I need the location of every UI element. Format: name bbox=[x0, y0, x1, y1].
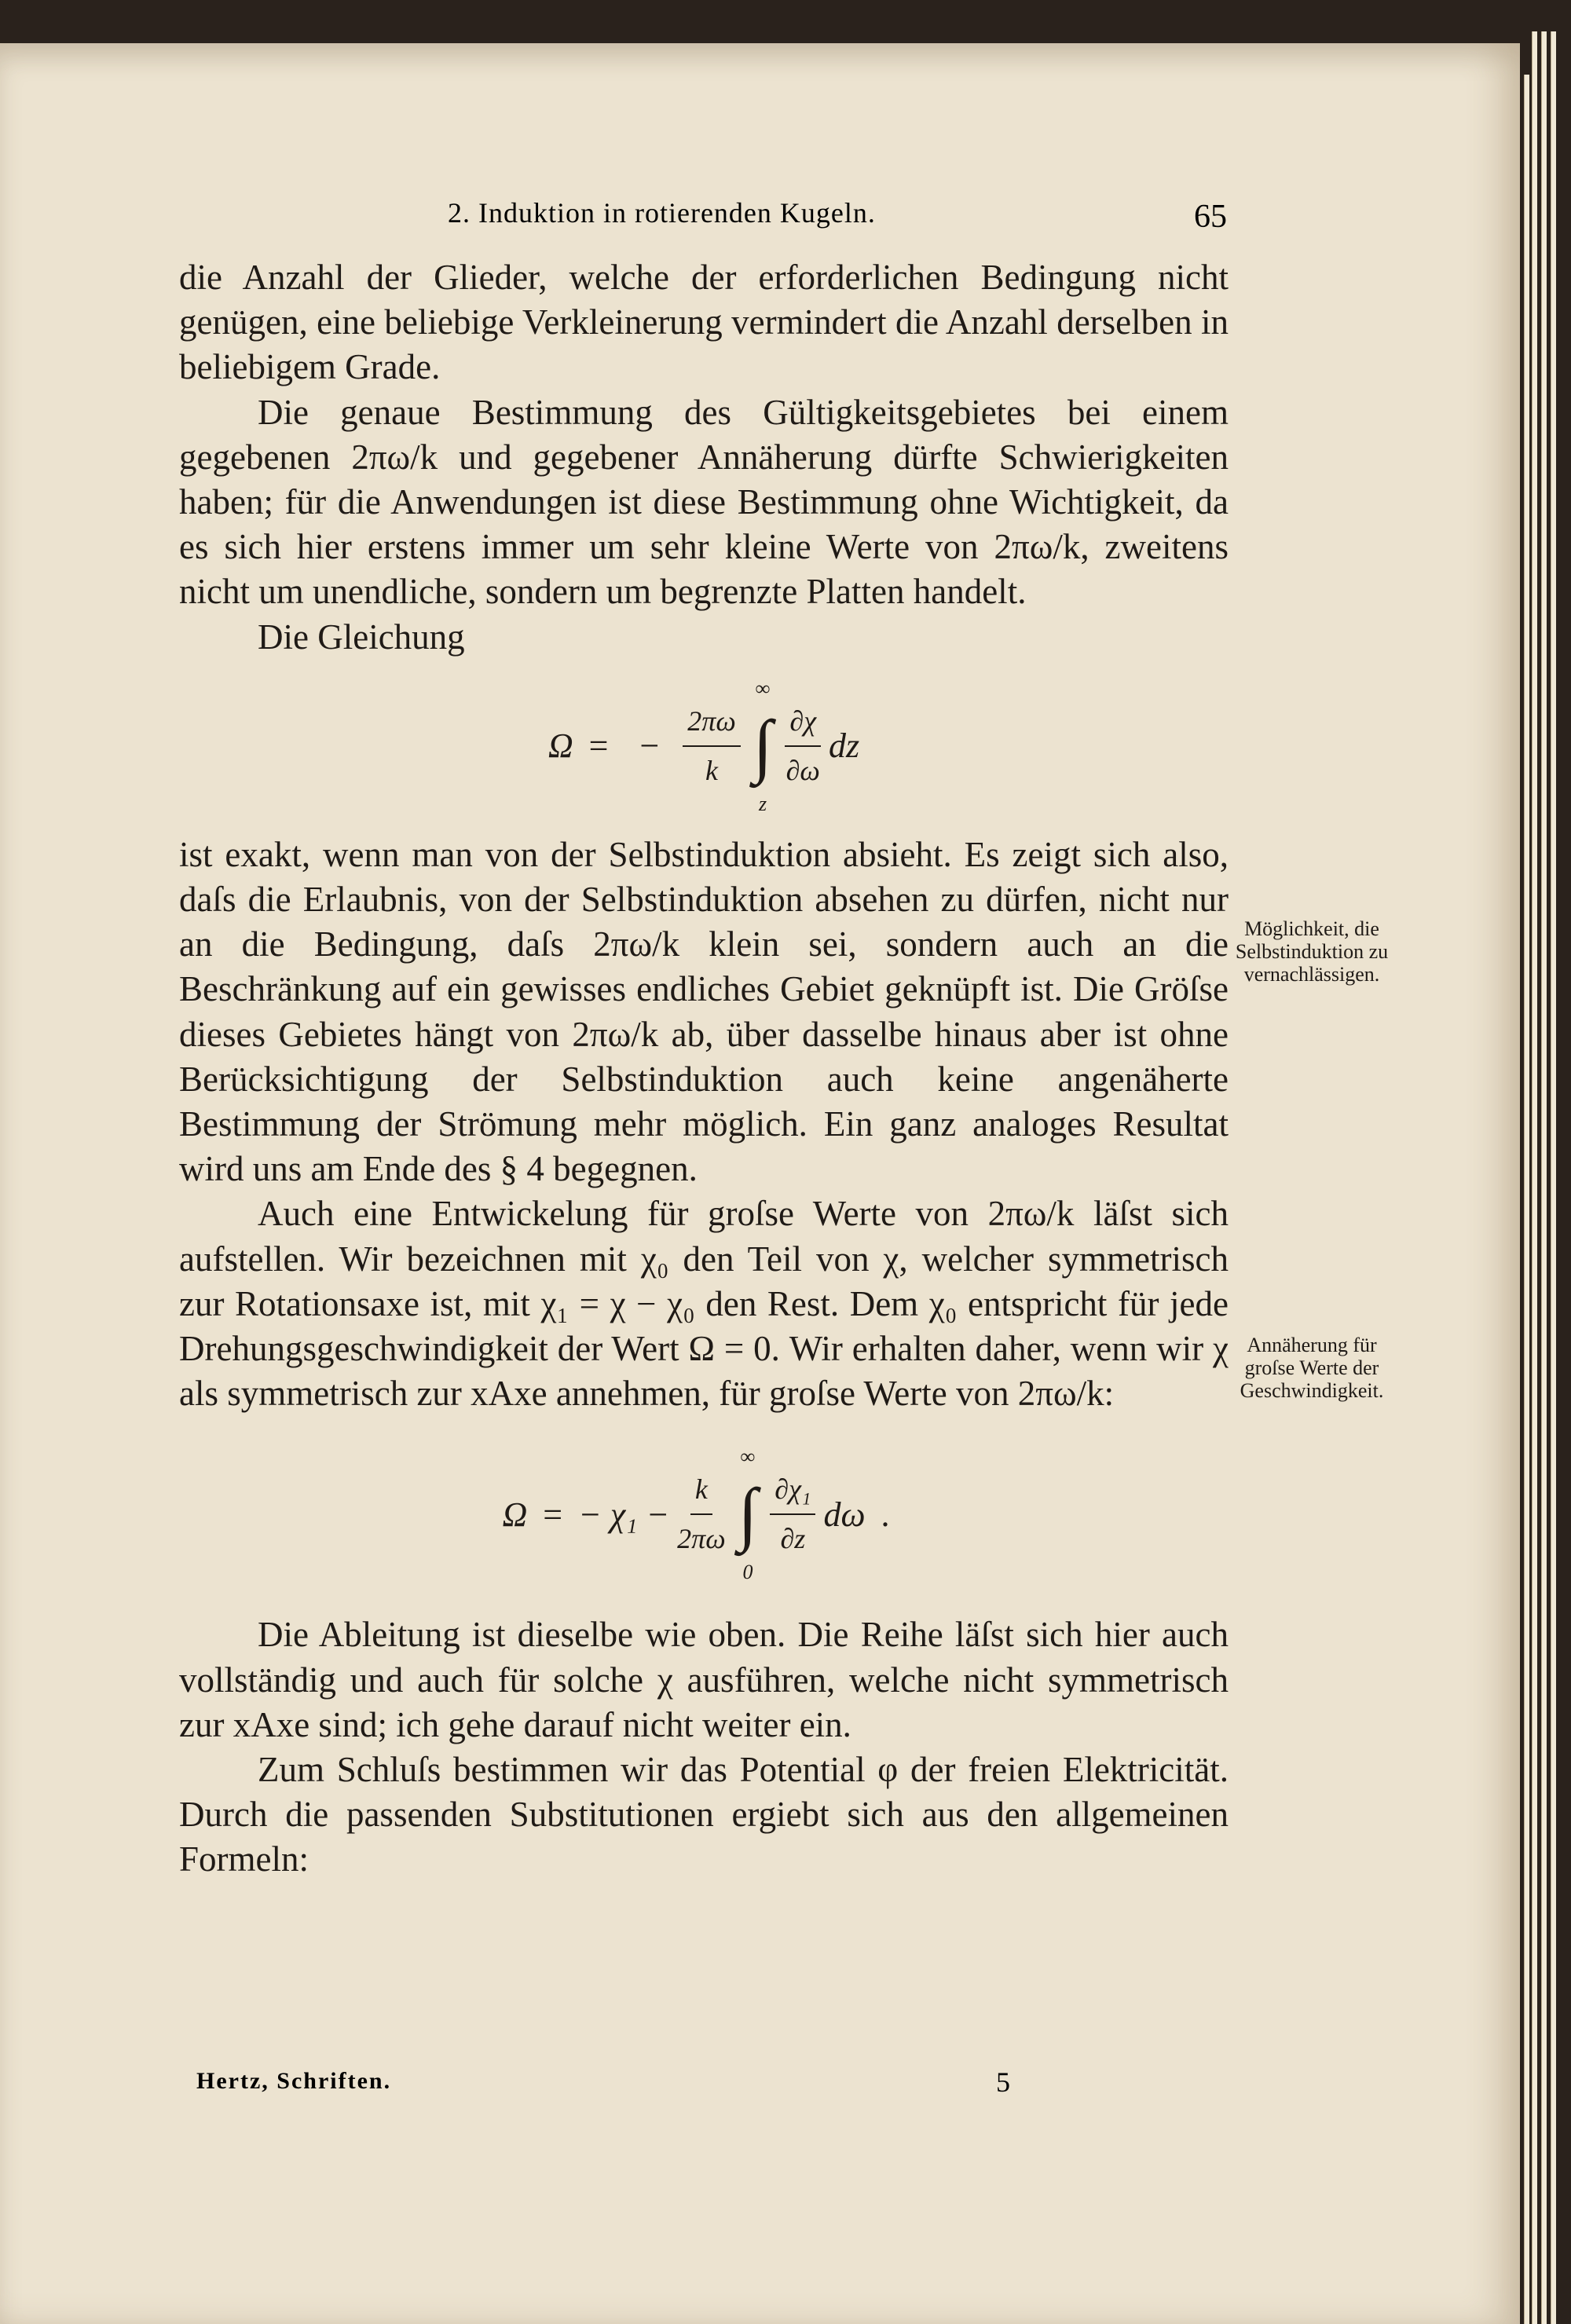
equation-omega-large bbox=[179, 1416, 1229, 1612]
sheet-number: 5 bbox=[996, 2066, 1010, 2098]
paragraph: Zum Schluſs bestimmen wir das Potential φ der freien Elektricität. Durch die passenden Substitutionen ergiebt sich aus den allgemeinen Formeln: bbox=[179, 1750, 1229, 1879]
margin-note: Annäherung für groſse Werte der Geschwindigkeit. bbox=[1240, 1334, 1384, 1402]
page-edge bbox=[1524, 75, 1529, 2324]
eq-differential: dz bbox=[829, 726, 860, 766]
eq-fraction: $\frac{k}{2\pi\omega}$ bbox=[677, 1467, 725, 1561]
paragraph: die Anzahl der Glieder, welche der erforderlichen Bedingung nicht genügen, eine beliebige Verkleinerung vermindert die Anzahl derselben in beliebigem Grade. bbox=[179, 258, 1229, 387]
eq-equals: = bbox=[588, 726, 609, 766]
eq-equals: = bbox=[543, 1495, 563, 1534]
eq-lhs: Ω bbox=[547, 726, 573, 766]
page-edge bbox=[1541, 31, 1547, 2324]
eq-integrand: $\frac{\partial\chi}{\partial\omega}$ bbox=[785, 699, 821, 793]
body-text bbox=[179, 255, 1229, 1883]
eq-period: . bbox=[881, 1495, 890, 1534]
page-edge bbox=[1532, 31, 1537, 2324]
paragraph: ist exakt, wenn man von der Selbstinduktion absieht. Es zeigt sich also, daſs die Erlaubnis, von der Selbstinduktion absehen zu dürfen, nicht nur an die Bedingung, daſs 2πω/k klein sei, sondern auch an die Beschränkung auf ein gewisses endliches Gebiet geknüpft ist. Die Gröſse dieses Gebietes hängt von 2πω/k ab, über dasselbe hinaus aber ist ohne Berücksichtigung der Selbstinduktion auch keine angenäherte Bestimmung der Strömung mehr möglich. Ein ganz analoges Resultat wird uns am Ende des § 4 begegnen. bbox=[179, 834, 1229, 1189]
eq-differential: dω bbox=[823, 1495, 866, 1534]
integral-sign: ∞ ∫ 0 bbox=[738, 1445, 758, 1584]
eq-minus: − bbox=[639, 726, 660, 766]
running-title: 2. Induktion in rotierenden Kugeln. bbox=[448, 197, 876, 229]
signature-mark: Hertz, Schriften. bbox=[196, 2068, 392, 2094]
paragraph: Die genaue Bestimmung des Gültigkeitsgebietes bei einem gegebenen 2πω/k und gegebener Annäherung dürfte Schwierigkeiten haben; für die Anwendungen ist diese Bestimmung ohne Wichtigkeit, da es sich hier erstens immer um sehr kleine Werte von 2πω/k, zweitens nicht um unendliche, sondern um begrenzte Platten handelt. bbox=[179, 392, 1229, 612]
page-edge bbox=[1551, 31, 1556, 2324]
paragraph: Auch eine Entwickelung für groſse Werte von 2πω/k läſst sich aufstellen. Wir bezeichnen mit χ₀ den Teil von χ, welcher symmetrisch zur Rotationsaxe ist, mit χ₁ = χ − χ₀ den Rest. Dem χ₀ entspricht für jede Drehungsgeschwindigkeit der Wert Ω = 0. Wir erhalten daher, wenn wir χ als symmetrisch zur xAxe annehmen, für groſse Werte von 2πω/k: bbox=[179, 1194, 1229, 1414]
eq-fraction: $\frac{2\pi\omega}{k}$ bbox=[683, 699, 740, 793]
paragraph: Die Ableitung ist dieselbe wie oben. Die Reihe läſst sich hier auch vollständig und auch für solche χ ausführen, welche nicht symmetrisch zur xAxe sind; ich gehe darauf nicht weiter ein. bbox=[179, 1615, 1229, 1744]
eq-term: − χ₁ − bbox=[578, 1495, 670, 1534]
integral-sign: ∞ ∫ z bbox=[753, 676, 773, 815]
eq-lhs: Ω bbox=[502, 1495, 528, 1534]
equation-omega-exact bbox=[179, 660, 1229, 833]
paragraph: Die Gleichung bbox=[258, 617, 465, 657]
page-number: 65 bbox=[1194, 199, 1227, 235]
eq-integrand: $\frac{\text{∂χ₁}}{\partial z}$ bbox=[770, 1467, 815, 1561]
margin-note: Möglichkeit, die Selbstinduktion zu vernachlässigen. bbox=[1235, 917, 1389, 986]
